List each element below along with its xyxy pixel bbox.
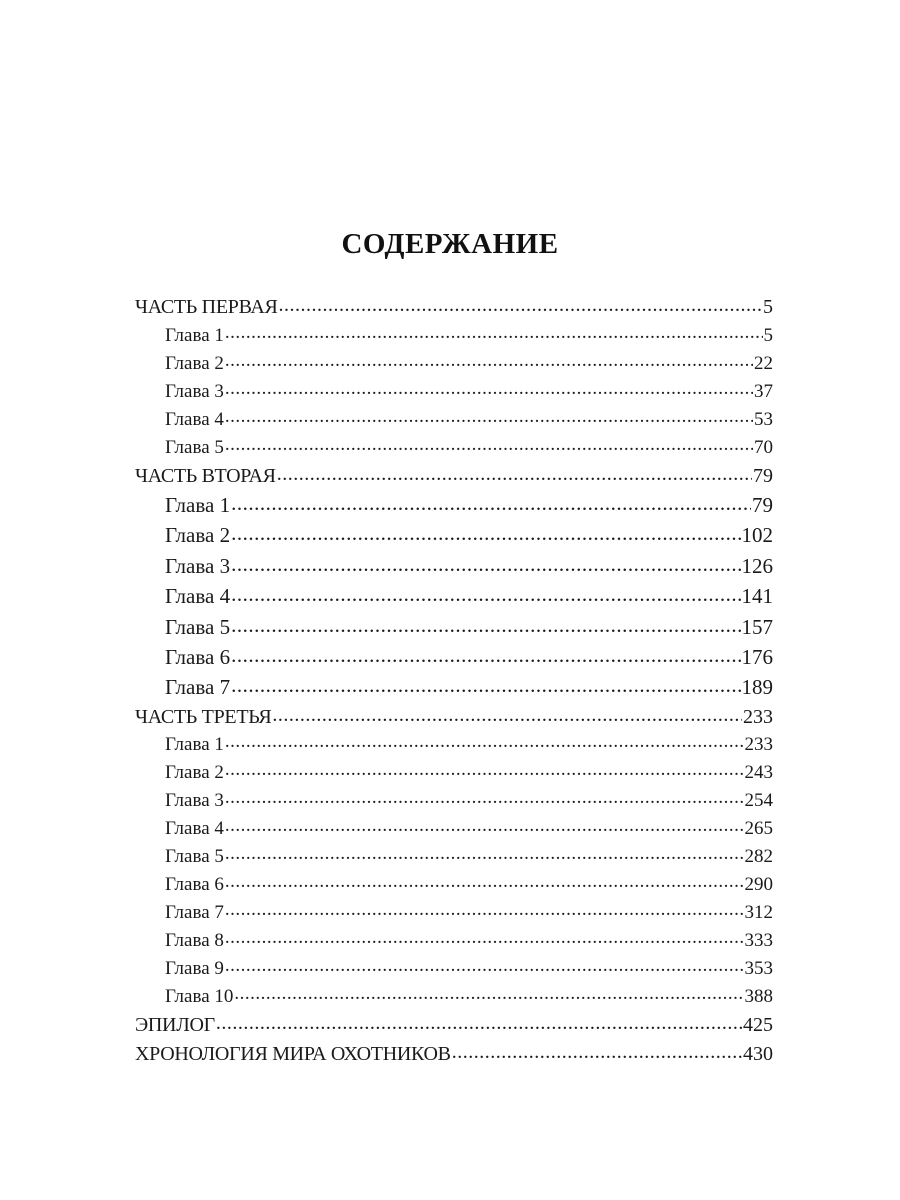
toc-entry-chapter[interactable] <box>135 378 773 403</box>
toc-entry-label: Глава 3 <box>165 381 224 402</box>
toc-entry-chapter[interactable] <box>135 406 773 431</box>
toc-entry-chapter[interactable] <box>135 815 773 840</box>
toc-entry-page: 333 <box>744 930 773 951</box>
toc-entry-page: 353 <box>744 958 773 979</box>
page-title: СОДЕРЖАНИЕ <box>341 228 559 260</box>
dot-leader <box>231 552 740 573</box>
toc-entry-chapter[interactable] <box>135 673 773 700</box>
toc-entry-page: 79 <box>752 493 773 517</box>
dot-leader <box>225 899 744 918</box>
toc-entry-page: 388 <box>744 986 773 1007</box>
dot-leader <box>279 293 762 313</box>
toc-entry-page: 312 <box>744 902 773 923</box>
dot-leader <box>231 613 740 634</box>
dot-leader <box>231 643 740 664</box>
toc-entry-label: Глава 1 <box>165 325 224 346</box>
toc-entry-label: Глава 1 <box>165 493 231 517</box>
toc-entry-label: ЧАСТЬ ПЕРВАЯ <box>135 296 278 318</box>
toc-entry-chapter[interactable] <box>135 491 773 518</box>
toc-entry-label: Глава 3 <box>165 790 224 811</box>
toc-entry-page: 141 <box>741 584 773 608</box>
toc-entry-label: Глава 8 <box>165 930 224 951</box>
dot-leader <box>225 731 744 750</box>
toc-entry-label: Глава 2 <box>165 762 224 783</box>
toc-entry-part[interactable] <box>135 1011 773 1037</box>
toc-entry-label: Глава 7 <box>165 902 224 923</box>
toc-entry-page: 425 <box>743 1014 773 1036</box>
toc-entry-page: 265 <box>744 818 773 839</box>
toc-entry-chapter[interactable] <box>135 350 773 375</box>
toc-entry-label: ЭПИЛОГ <box>135 1014 215 1036</box>
toc-entry-chapter[interactable] <box>135 871 773 896</box>
toc-entry-part[interactable] <box>135 462 773 488</box>
dot-leader <box>231 491 751 512</box>
toc-entry-page: 189 <box>741 675 773 699</box>
toc-entry-page: 282 <box>744 846 773 867</box>
dot-leader <box>225 787 744 806</box>
toc-entry-label: Глава 3 <box>165 554 231 578</box>
dot-leader <box>225 955 744 974</box>
toc-entry-label: Глава 10 <box>165 986 234 1007</box>
toc-entry-page: 22 <box>754 353 773 374</box>
toc-entry-chapter[interactable] <box>135 643 773 670</box>
toc-entry-page: 70 <box>754 437 773 458</box>
toc-entry-label: Глава 6 <box>165 645 231 669</box>
dot-leader <box>225 322 763 341</box>
toc-entry-page: 102 <box>741 523 773 547</box>
toc-entry-page: 243 <box>744 762 773 783</box>
toc-entry-chapter[interactable] <box>135 434 773 459</box>
dot-leader <box>225 406 753 425</box>
dot-leader <box>225 378 753 397</box>
toc-entry-page: 233 <box>744 734 773 755</box>
toc-entry-label: Глава 5 <box>165 437 224 458</box>
dot-leader <box>225 815 744 834</box>
toc-entry-part[interactable] <box>135 293 773 319</box>
dot-leader <box>234 983 743 1002</box>
dot-leader <box>225 871 744 890</box>
toc-entry-label: Глава 2 <box>165 523 231 547</box>
toc-entry-page: 37 <box>754 381 773 402</box>
toc-entry-page: 5 <box>763 296 773 318</box>
toc-entry-chapter[interactable] <box>135 955 773 980</box>
toc-entry-page: 5 <box>763 325 773 346</box>
toc-entry-label: ХРОНОЛОГИЯ МИРА ОХОТНИКОВ <box>135 1043 451 1065</box>
dot-leader <box>231 521 740 542</box>
toc-entry-chapter[interactable] <box>135 759 773 784</box>
dot-leader <box>225 759 744 778</box>
dot-leader <box>231 673 740 694</box>
toc-entry-chapter[interactable] <box>135 899 773 924</box>
toc-entry-label: Глава 7 <box>165 675 231 699</box>
dot-leader <box>272 703 742 723</box>
toc-entry-label: ЧАСТЬ ВТОРАЯ <box>135 465 276 487</box>
toc-entry-label: Глава 1 <box>165 734 224 755</box>
toc-entry-chapter[interactable] <box>135 582 773 609</box>
dot-leader <box>225 927 744 946</box>
toc-entry-chapter[interactable] <box>135 843 773 868</box>
toc-entry-page: 290 <box>744 874 773 895</box>
toc-entry-page: 126 <box>741 554 773 578</box>
dot-leader <box>225 434 753 453</box>
toc-entry-label: Глава 4 <box>165 818 224 839</box>
toc-entry-chapter[interactable] <box>135 552 773 579</box>
toc-entry-label: Глава 5 <box>165 615 231 639</box>
toc-entry-label: ЧАСТЬ ТРЕТЬЯ <box>135 706 272 728</box>
dot-leader <box>231 582 740 603</box>
dot-leader <box>225 350 753 369</box>
toc-entry-page: 79 <box>753 465 773 487</box>
toc-entry-label: Глава 2 <box>165 353 224 374</box>
toc-entry-page: 157 <box>741 615 773 639</box>
dot-leader <box>225 843 744 862</box>
toc-entry-page: 430 <box>743 1043 773 1065</box>
toc-entry-chapter[interactable] <box>135 787 773 812</box>
toc-entry-part[interactable] <box>135 1040 773 1066</box>
toc-entry-chapter[interactable] <box>135 731 773 756</box>
toc-entry-label: Глава 5 <box>165 846 224 867</box>
toc-entry-page: 53 <box>754 409 773 430</box>
toc-entry-chapter[interactable] <box>135 613 773 640</box>
toc-entry-page: 233 <box>743 706 773 728</box>
dot-leader <box>277 462 752 482</box>
toc-entry-label: Глава 4 <box>165 584 231 608</box>
toc-entry-chapter[interactable] <box>135 983 773 1008</box>
toc-entry-chapter[interactable] <box>135 927 773 952</box>
dot-leader <box>216 1011 742 1031</box>
toc-entry-chapter[interactable] <box>135 322 773 347</box>
dot-leader <box>452 1040 742 1060</box>
toc-entry-label: Глава 6 <box>165 874 224 895</box>
toc-entry-label: Глава 4 <box>165 409 224 430</box>
toc-entry-chapter[interactable] <box>135 521 773 548</box>
toc-entry-page: 254 <box>744 790 773 811</box>
toc-entry-label: Глава 9 <box>165 958 224 979</box>
toc-entry-part[interactable] <box>135 703 773 729</box>
toc-entry-page: 176 <box>741 645 773 669</box>
